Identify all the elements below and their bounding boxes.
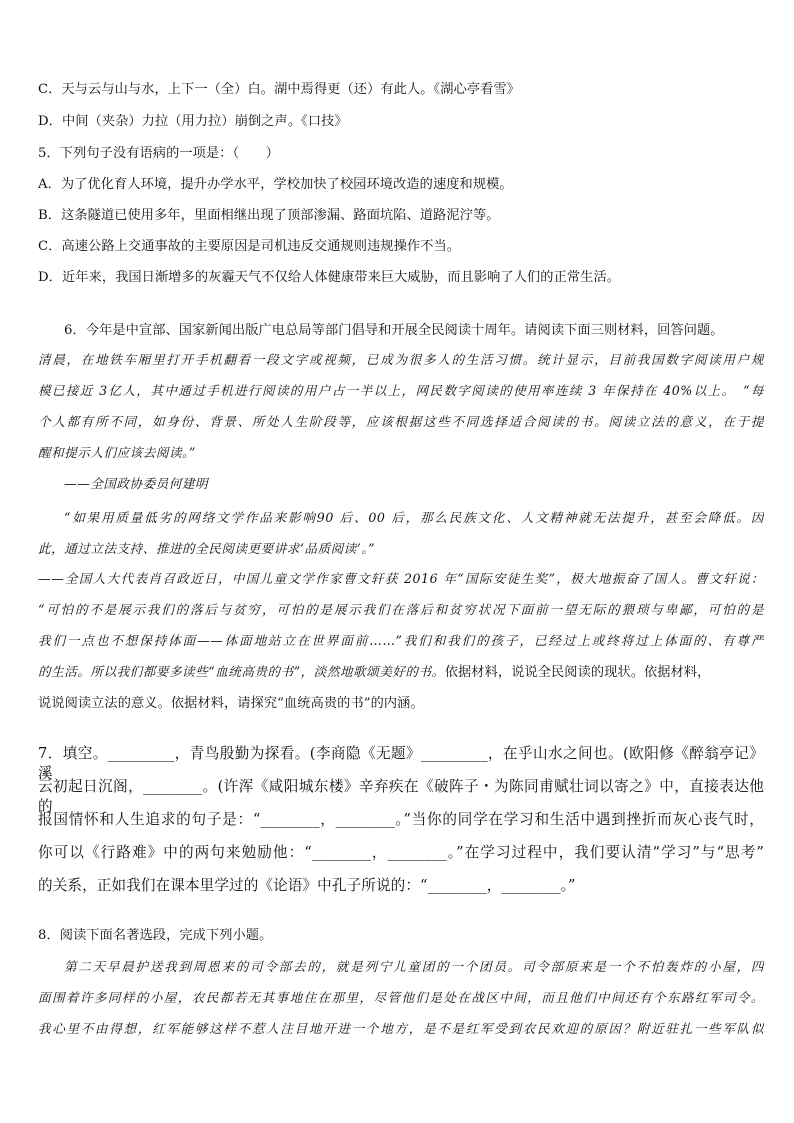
q7-line3: 报国情怀和人生追求的句子是：“________，________。”当你的同学在学习和生活中遇到挫折而灰心丧气时， <box>38 811 764 828</box>
q7-line5: 的关系，正如我们在课本里学过的《论语》中孔子所说的：“________，________。” <box>38 877 576 894</box>
q8-passage-line2: 面围着许多同样的小屋，农民都若无其事地住在那里，尽管他们是处在战区中间，而且他们中间还有个东路红军司令。 <box>38 990 764 1005</box>
q5-option-c: C．高速公路上交通事故的主要原因是司机违反交通规则违规操作不当。 <box>38 239 461 254</box>
q8-passage-line1: 第二天早晨护送我到周恩来的司令部去的，就是列宁儿童团的一个团员。司令部原来是一个不怕轰炸的小屋，四 <box>64 959 764 974</box>
q6-material1-line2: 模已接近 3亿人，其中通过手机进行阅读的用户占一半以上，网民数字阅读的使用率连续 3 年保持在 40%以上。 “每 <box>38 383 764 398</box>
q6-material3-line3: 我们一点也不想保持体面——体面地站立在世界面前……”我们和我们的孩子，已经过上或终将过上体面的、有尊严 <box>38 633 764 648</box>
q5-option-a: A．为了优化育人环境，提升办学水平，学校加快了校园环境改造的速度和规模。 <box>38 177 513 192</box>
q5-option-d: D．近年来，我国日渐增多的灰霾天气不仅给人体健康带来巨大威胁，而且影响了人们的正常生活。 <box>38 270 621 285</box>
q6-material1-line3: 个人都有所不同，如身份、背景、所处人生阶段等，应该根据这些不同选择适合阅读的书。阅读立法的意义，在于提 <box>38 414 764 429</box>
q7-line2: 云初起日沉阁，________。(许浑《咸阳城东楼》辛弃疾在《破阵子・为陈同甫赋壮词以寄之》中，直接表达他的 <box>38 778 764 815</box>
q6-material2-line2: 此，通过立法支持、推进的全民阅读更要讲求‘品质阅读’。” <box>38 541 375 556</box>
q7-line1: 7．填空。_________，青鸟殷勤为探看。(李商隐《无题》_________，在乎山水之间也。(欧阳修《醉翁亭记》溪 <box>38 745 764 782</box>
q5-option-b: B．这条隧道已使用多年，里面相继出现了顶部渗漏、路面坑陷、道路泥泞等。 <box>38 208 500 223</box>
q6-stem: 6．今年是中宣部、国家新闻出版广电总局等部门倡导和开展全民阅读十周年。请阅读下面三则材料，回答问题。 <box>64 323 724 338</box>
q6-material1-line4: 醒和提示人们应该去阅读。” <box>38 445 196 460</box>
q6-material1-source: ——全国政协委员何建明 <box>64 476 209 491</box>
q6-material3-line4-script: 的生活。所以我们都要多读些“血统高贵的书”，淡然地歌颂美好的书。 <box>38 664 445 679</box>
q6-material1-line1: 清晨，在地铁车厢里打开手机翻看一段文字或视频，已成为很多人的生活习惯。统计显示，目前我国数字阅读用户规 <box>38 352 764 367</box>
q6-material2-line1: “如果用质量低劣的网络文学作品来影响90 后、00 后，那么民族文化、人文精神就无法提升，甚至会降低。因 <box>64 510 764 525</box>
q4-option-c: C．天与云与山与水，上下一（全）白。湖中焉得更（还）有此人。《湖心亭看雪》 <box>38 82 520 97</box>
q8-passage-line3: 我心里不由得想，红军能够这样不惹人注目地开进一个地方，是不是红军受到农民欢迎的原因？附近驻扎一些军队似 <box>38 1021 764 1036</box>
q6-question-part1: 依据材料，说说全民阅读的现状。依据材料， <box>444 665 711 680</box>
q7-line4: 你可以《行路难》中的两句来勉励他：“________，________。”在学习过程中，我们要认清“学习”与“思考” <box>38 844 764 861</box>
q6-material3-line1: ——全国人大代表肖召政近日，中国儿童文学作家曹文轩获 2016 年“国际安徒生奖”，极大地振奋了国人。曹文轩说： <box>38 571 764 586</box>
q8-stem: 8．阅读下面名著选段，完成下列小题。 <box>38 928 273 943</box>
q6-material3-line2: “可怕的不是展示我们的落后与贫穷，可怕的是展示我们在落后和贫穷状况下面前一望无际的猥琐与卑鄙，可怕的是 <box>38 602 764 617</box>
q6-question-part2: 说说阅读立法的意义。依据材料，请探究“血统高贵的书”的内涵。 <box>38 696 424 711</box>
q4-option-d: D．中间（夹杂）力拉（用力拉）崩倒之声。《口技》 <box>38 114 348 129</box>
q5-stem: 5．下列句子没有语病的一项是：（ ） <box>38 146 280 161</box>
q6-material3-line4 <box>38 662 764 683</box>
